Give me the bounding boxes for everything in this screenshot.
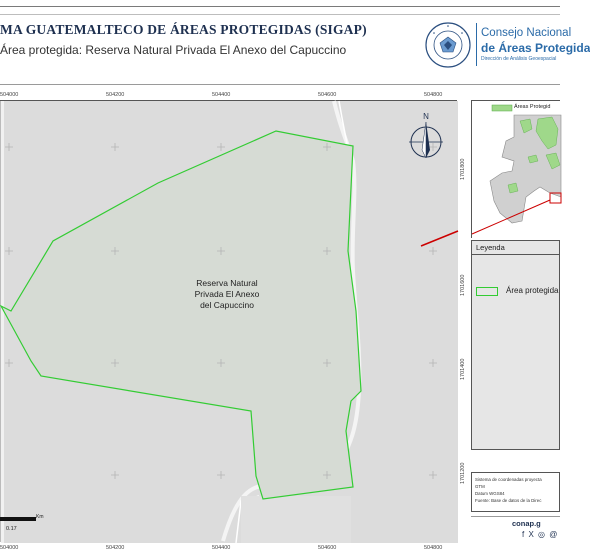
info-gtm: GTM bbox=[475, 484, 485, 489]
inset-map-canvas bbox=[472, 101, 561, 239]
x-tick-top: 504800 bbox=[424, 92, 443, 98]
guatemala-seal-icon bbox=[424, 21, 472, 69]
x-tick-bottom: 504000 bbox=[0, 545, 19, 551]
header-bottom-rule bbox=[0, 84, 560, 85]
footer-rule bbox=[471, 516, 560, 517]
header-top-rule-secondary bbox=[0, 14, 560, 15]
north-label: N bbox=[423, 112, 429, 121]
north-arrow-icon bbox=[408, 110, 444, 166]
y-tick-right: 1701800 bbox=[460, 158, 466, 180]
x-tick-bottom: 504800 bbox=[424, 545, 443, 551]
main-map-frame[interactable] bbox=[0, 100, 457, 542]
x-tick-bottom: 504600 bbox=[318, 545, 337, 551]
legend-item-label: Área protegida bbox=[506, 286, 559, 295]
legend-title: Leyenda bbox=[476, 243, 505, 252]
x-tick-bottom: 504400 bbox=[212, 545, 231, 551]
x-tick-top: 504400 bbox=[212, 92, 231, 98]
x-tick-top: 504600 bbox=[318, 92, 337, 98]
header-top-rule bbox=[0, 6, 560, 7]
legend-divider bbox=[471, 254, 560, 255]
scale-unit: Km bbox=[36, 514, 44, 520]
info-source: Fuente: Base de datos de la Direc bbox=[475, 498, 542, 503]
map-subtitle: Área protegida: Reserva Natural Privada El Anexo del Capuccino bbox=[0, 43, 347, 57]
y-tick-right: 1701200 bbox=[460, 462, 466, 484]
inset-legend-swatch bbox=[492, 105, 512, 111]
x-tick-bottom: 504200 bbox=[106, 545, 125, 551]
scale-value: 0.17 bbox=[6, 526, 17, 532]
conap-logo-line3: Dirección de Análisis Geoespacial bbox=[481, 56, 557, 62]
legend-swatch-protected-area bbox=[476, 287, 498, 296]
area-label: Reserva Natural Privada El Anexo del Capuccino bbox=[194, 278, 260, 310]
conap-logo-line2: de Áreas Protegida bbox=[481, 41, 590, 55]
info-coordinate-system: Sistema de coordenadas proyecta bbox=[475, 477, 542, 482]
conap-logo-line1: Consejo Nacional bbox=[481, 27, 572, 39]
logo-divider bbox=[476, 23, 477, 66]
footer-social-icons[interactable]: f X ◎ @ bbox=[522, 530, 559, 539]
x-tick-top: 504000 bbox=[0, 92, 19, 98]
y-tick-right: 1701600 bbox=[460, 274, 466, 296]
x-tick-top: 504200 bbox=[106, 92, 125, 98]
map-title: MA GUATEMALTECO DE ÁREAS PROTEGIDAS (SIGAP) bbox=[0, 22, 367, 37]
scale-bar bbox=[0, 517, 36, 521]
main-map-canvas bbox=[1, 101, 458, 543]
inset-legend-label: Áreas Protegid bbox=[514, 104, 551, 110]
inset-map-frame[interactable] bbox=[471, 100, 560, 238]
footer-website-link[interactable]: conap.g bbox=[512, 519, 541, 528]
legend-panel bbox=[471, 240, 560, 450]
info-datum: Datum WGS84 bbox=[475, 491, 505, 496]
y-tick-right: 1701400 bbox=[460, 358, 466, 380]
